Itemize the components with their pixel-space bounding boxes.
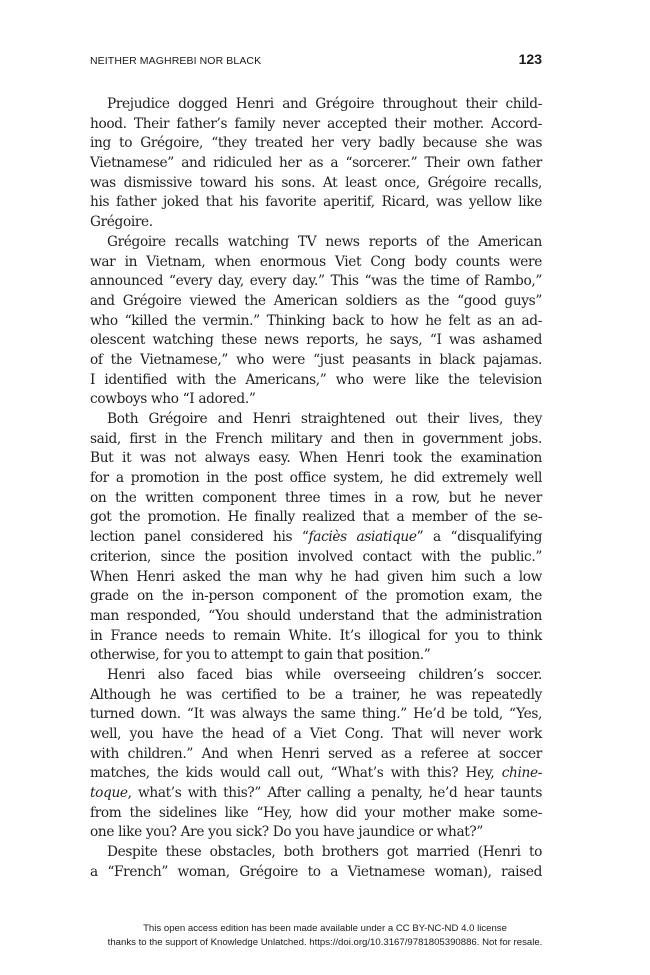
text-line bbox=[90, 725, 542, 745]
text-line bbox=[90, 213, 542, 233]
text-segment: criterion, since the position involved contact with the public.” bbox=[90, 548, 542, 565]
text-segment: Prejudice dogged Henri and Grégoire throughout their child- bbox=[107, 96, 542, 112]
text-segment: I identified with the Americans,” who were like the television bbox=[90, 371, 542, 388]
text-segment: Grégoire. bbox=[90, 214, 153, 231]
text-line bbox=[90, 430, 542, 450]
text-segment: and Grégoire viewed the American soldiers as the “good guys” bbox=[90, 292, 542, 309]
text-line bbox=[90, 331, 542, 351]
text-line bbox=[90, 95, 542, 115]
text-segment: who “killed the vermin.” Thinking back to how he felt as an ad- bbox=[90, 312, 542, 329]
text-segment: ” a “disqualifying bbox=[416, 529, 542, 546]
text-segment: Although he was certified to be a trainer, he was repeatedly bbox=[90, 686, 542, 703]
text-line bbox=[90, 823, 542, 843]
text-line bbox=[90, 115, 542, 135]
running-title: NEITHER MAGHREBI NOR BLACK bbox=[90, 55, 262, 67]
text-segment: When Henri asked the man why he had given him such a low bbox=[90, 568, 542, 585]
text-line bbox=[90, 154, 542, 174]
text-line bbox=[90, 686, 542, 706]
text-line bbox=[90, 233, 542, 253]
text-line bbox=[90, 548, 542, 568]
text-segment: with children.” And when Henri served as a referee at soccer bbox=[90, 745, 542, 762]
page-number: 123 bbox=[518, 51, 542, 67]
text-segment: Both Grégoire and Henri straightened out their lives, they bbox=[107, 411, 542, 427]
text-segment: war in Vietnam, when enormous Viet Cong body counts were bbox=[90, 253, 542, 270]
text-line bbox=[90, 489, 542, 509]
text-line bbox=[90, 745, 542, 765]
text-segment: Henri also faced bias while overseeing children’s soccer. bbox=[107, 666, 542, 683]
text-segment: of the Vietnamese,” who were “just peasants in black pajamas. bbox=[90, 351, 542, 368]
text-segment: Despite these obstacles, both brothers got married (Henri to bbox=[107, 844, 542, 861]
text-line bbox=[90, 272, 542, 292]
text-line bbox=[90, 863, 542, 883]
text-segment: grade on the in-person component of the promotion exam, the bbox=[90, 588, 542, 605]
text-line bbox=[90, 666, 542, 686]
body-text bbox=[90, 95, 542, 883]
text-line bbox=[90, 568, 542, 588]
text-line bbox=[90, 174, 542, 194]
text-segment: in France needs to remain White. It’s illogical for you to think bbox=[90, 627, 542, 644]
text-line bbox=[90, 646, 542, 666]
text-segment: Grégoire recalls watching TV news reports of the American bbox=[107, 233, 542, 250]
license-footer-line: This open access edition has been made available under a CC BY-NC-ND 4.0 license bbox=[143, 923, 507, 934]
text-line bbox=[90, 371, 542, 391]
text-segment: said, first in the French military and then in government jobs. bbox=[90, 430, 542, 447]
text-line bbox=[90, 784, 542, 804]
text-line bbox=[90, 508, 542, 528]
text-segment: turned down. “It was always the same thing.” He’d be told, “Yes, bbox=[90, 706, 542, 723]
text-segment: cowboys who “I adored.” bbox=[90, 391, 256, 408]
text-segment: Vietnamese” and ridiculed her as a “sorcerer.” Their own father bbox=[90, 155, 542, 172]
text-segment: from the sidelines like “Hey, how did your mother make some- bbox=[90, 804, 542, 821]
text-line bbox=[90, 193, 542, 213]
text-line bbox=[90, 292, 542, 312]
text-segment: matches, the kids would call out, “What’s with this? Hey, bbox=[90, 765, 502, 782]
text-segment: But it was not always easy. When Henri took the examination bbox=[90, 450, 542, 467]
text-line bbox=[90, 410, 542, 430]
running-head bbox=[90, 51, 542, 73]
text-line bbox=[90, 843, 542, 863]
text-segment: was dismissive toward his sons. At least once, Grégoire recalls, bbox=[90, 174, 542, 191]
text-line bbox=[90, 528, 542, 548]
text-segment: olescent watching these news reports, he says, “I was ashamed bbox=[90, 332, 542, 349]
text-segment: got the promotion. He finally realized that a member of the se- bbox=[90, 509, 542, 526]
italic-text: chine- bbox=[501, 765, 542, 782]
text-segment: on the written component three times in a row, but he never bbox=[90, 489, 542, 506]
text-line bbox=[90, 390, 542, 410]
text-line bbox=[90, 705, 542, 725]
text-line bbox=[90, 351, 542, 371]
text-line bbox=[90, 134, 542, 154]
text-segment: well, you have the head of a Viet Cong. That will never work bbox=[90, 726, 542, 742]
text-line bbox=[90, 312, 542, 332]
text-segment: lection panel considered his “ bbox=[90, 529, 309, 546]
text-segment: , what’s with this?” After calling a penalty, he’d hear taunts bbox=[127, 785, 542, 802]
text-segment: ing to Grégoire, “they treated her very badly because she was bbox=[90, 135, 542, 152]
license-footer bbox=[0, 922, 650, 950]
text-segment: announced “every day, every day.” This “was the time of Rambo,” bbox=[90, 273, 542, 290]
text-segment: man responded, “You should understand that the administration bbox=[90, 607, 542, 624]
text-line bbox=[90, 607, 542, 627]
italic-text: faciès asiatique bbox=[308, 529, 417, 546]
text-segment: his father joked that his favorite aperitif, Ricard, was yellow like bbox=[90, 194, 542, 211]
text-line bbox=[90, 764, 542, 784]
text-segment: for a promotion in the post office system, he did extremely well bbox=[90, 470, 542, 487]
text-line bbox=[90, 627, 542, 647]
text-segment: hood. Their father’s family never accepted their mother. Accord- bbox=[90, 115, 542, 132]
text-line bbox=[90, 587, 542, 607]
text-segment: a “French” woman, Grégoire to a Vietnamese woman), raised bbox=[90, 863, 542, 880]
text-line bbox=[90, 804, 542, 824]
license-footer-line: thanks to the support of Knowledge Unlatched. https://doi.org/10.3167/9781805390886. Not for resale. bbox=[107, 937, 543, 948]
text-segment: one like you? Are you sick? Do you have jaundice or what?” bbox=[90, 824, 484, 841]
text-segment: otherwise, for you to attempt to gain that position.” bbox=[90, 647, 431, 664]
text-line bbox=[90, 253, 542, 273]
text-line bbox=[90, 449, 542, 469]
italic-text: toque bbox=[90, 785, 128, 802]
text-line bbox=[90, 469, 542, 489]
